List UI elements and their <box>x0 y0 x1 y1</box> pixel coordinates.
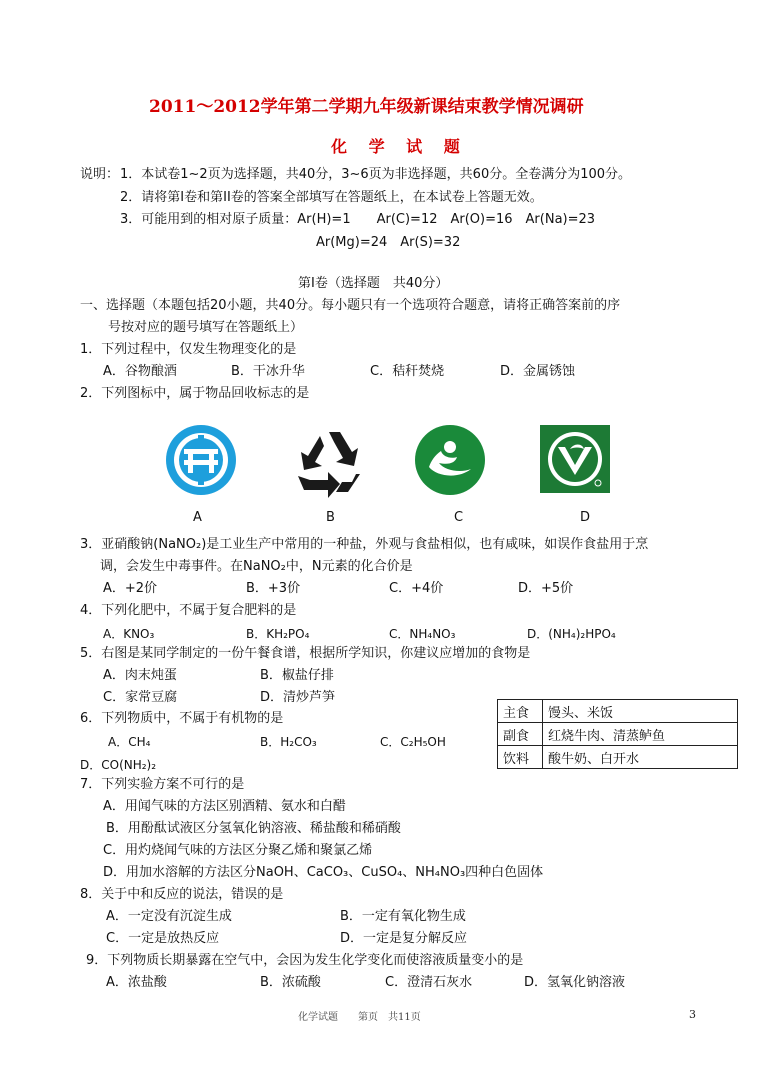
q2-label-c: C <box>454 510 464 525</box>
q6-option-c: C．C₂H₅OH <box>380 735 446 749</box>
q8-stem: 8．关于中和反应的说法，错误的是 <box>80 887 284 902</box>
q1-stem: 1．下列过程中，仅发生物理变化的是 <box>80 342 297 357</box>
q6-option-a: A．CH₄ <box>108 735 151 749</box>
green-square-logo-icon <box>540 425 610 493</box>
q3-option-d: D．+5价 <box>518 581 574 596</box>
instructions-line3: 3．可能用到的相对原子质量：Ar(H)=1 Ar(C)=12 Ar(O)=16 Ar(Na)=23 <box>120 212 596 227</box>
q2-label-a: A <box>193 510 202 525</box>
q2-stem: 2．下列图标中，属于物品回收标志的是 <box>80 386 310 401</box>
recycle-arrows-icon <box>290 428 368 498</box>
page-footer: 化学试题 第页 共11页 <box>298 1012 421 1023</box>
instructions-line1: 1．本试卷1~2页为选择题，共40分，3~6页为非选择题，共60分。全卷满分为100分。 <box>120 167 632 182</box>
menu-items: 酸牛奶、白开水 <box>543 746 738 769</box>
menu-category: 饮料 <box>498 746 543 769</box>
menu-items: 红烧牛肉、清蒸鲈鱼 <box>543 723 738 746</box>
q2-label-d: D <box>580 510 591 525</box>
q8-option-b: B．一定有氧化物生成 <box>340 909 466 924</box>
table-row <box>498 700 738 723</box>
q2-label-b: B <box>326 510 335 525</box>
instructions-line2: 2．请将第I卷和第II卷的答案全部填写在答题纸上，在本试卷上答题无效。 <box>120 190 543 205</box>
q3-stem-1: 3．亚硝酸钠(NaNO₂)是工业生产中常用的一种盐，外观与食盐相似，也有咸味，如误作食盐用于烹 <box>80 537 649 552</box>
q4-stem: 4．下列化肥中，不属于复合肥料的是 <box>80 603 297 618</box>
q4-option-a: A．KNO₃ <box>103 627 155 641</box>
q9-option-d: D．氢氧化钠溶液 <box>524 975 626 990</box>
section-intro-2: 号按对应的题号填写在答题纸上） <box>108 320 304 335</box>
table-row <box>498 723 738 746</box>
menu-category: 副食 <box>498 723 543 746</box>
q7-option-d: D．用加水溶解的方法区分NaOH、CaCO₃、CuSO₄、NH₄NO₃四种白色固体 <box>103 865 544 880</box>
q3-option-c: C．+4价 <box>389 581 444 596</box>
q8-option-d: D．一定是复分解反应 <box>340 931 468 946</box>
q3-option-b: B．+3价 <box>246 581 301 596</box>
recycle-icon-blue <box>166 425 236 495</box>
q1-option-c: C．秸秆焚烧 <box>370 364 445 379</box>
menu-items: 馒头、米饭 <box>543 700 738 723</box>
q9-option-b: B．浓硫酸 <box>260 975 321 990</box>
q7-option-c: C．用灼烧闻气味的方法区分聚乙烯和聚氯乙烯 <box>103 843 373 858</box>
q1-option-d: D．金属锈蚀 <box>500 364 576 379</box>
q6-option-d: D．CO(NH₂)₂ <box>80 758 157 772</box>
q1-option-b: B．干冰升华 <box>231 364 305 379</box>
lunch-menu-table <box>497 699 738 769</box>
menu-category: 主食 <box>498 700 543 723</box>
q5-option-b: B．椒盐仔排 <box>260 668 334 683</box>
q7-stem: 7．下列实验方案不可行的是 <box>80 777 245 792</box>
q9-stem: 9．下列物质长期暴露在空气中，会因为发生化学变化而使溶液质量变小的是 <box>86 953 524 968</box>
exam-subtitle: 化 学 试 题 <box>331 137 468 156</box>
q5-option-d: D．清炒芦笋 <box>260 690 336 705</box>
q1-option-a: A．谷物酿酒 <box>103 364 177 379</box>
page-number: 3 <box>689 1008 696 1021</box>
q4-option-c: C．NH₄NO₃ <box>389 627 456 641</box>
q7-option-b: B．用酚酞试液区分氢氧化钠溶液、稀盐酸和稀硝酸 <box>106 821 401 836</box>
section-intro-1: 一、选择题（本题包括20小题，共40分。每小题只有一个选项符合题意，请将正确答案前的序 <box>80 298 621 313</box>
q6-stem: 6．下列物质中，不属于有机物的是 <box>80 711 284 726</box>
q8-option-a: A．一定没有沉淀生成 <box>106 909 232 924</box>
table-row <box>498 746 738 769</box>
q8-option-c: C．一定是放热反应 <box>106 931 220 946</box>
q7-option-a: A．用闻气味的方法区别酒精、氨水和白醋 <box>103 799 346 814</box>
instructions-line4: Ar(Mg)=24 Ar(S)=32 <box>316 235 461 250</box>
green-food-circle-icon <box>415 425 485 495</box>
section-title: 第Ⅰ卷（选择题 共40分） <box>298 276 449 291</box>
q5-stem: 5．右图是某同学制定的一份午餐食谱，根据所学知识，你建议应增加的食物是 <box>80 646 531 661</box>
q4-option-d: D．(NH₄)₂HPO₄ <box>527 627 616 641</box>
q5-option-a: A．肉末炖蛋 <box>103 668 177 683</box>
q3-stem-2: 调，会发生中毒事件。在NaNO₂中，N元素的化合价是 <box>100 559 413 574</box>
exam-title: 2011～2012学年第二学期九年级新课结束教学情况调研 <box>149 97 584 117</box>
instructions-label: 说明： <box>80 167 120 182</box>
q6-option-b: B．H₂CO₃ <box>260 735 317 749</box>
q3-option-a: A．+2价 <box>103 581 158 596</box>
q9-option-c: C．澄清石灰水 <box>385 975 473 990</box>
q9-option-a: A．浓盐酸 <box>106 975 167 990</box>
q5-option-c: C．家常豆腐 <box>103 690 178 705</box>
q4-option-b: B．KH₂PO₄ <box>246 627 310 641</box>
